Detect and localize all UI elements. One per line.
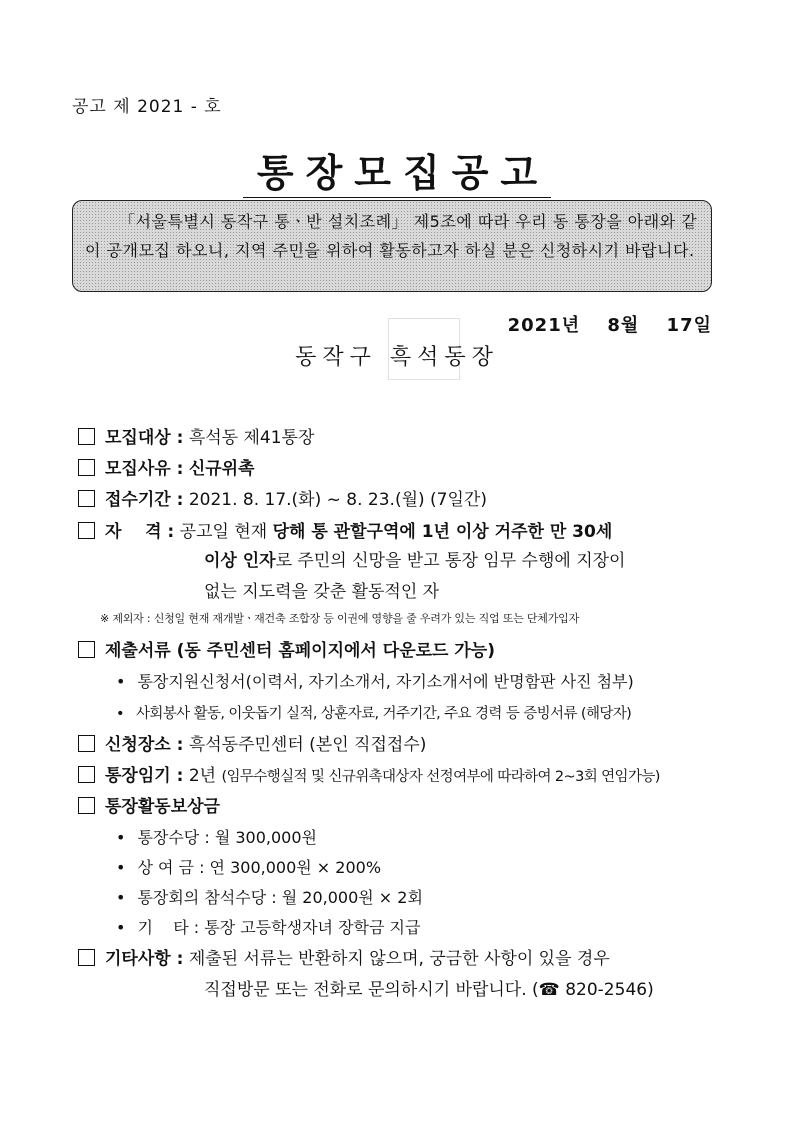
item-reason-label: 모집사유 : xyxy=(105,459,184,479)
item-qual-bold1: 당해 통 관할구역에 1년 이상 거주한 만 30세 xyxy=(272,522,613,542)
docs-2-text: 사회봉사 활동, 이웃돕기 실적, 상훈자료, 거주기간, 주요 경력 등 증빙서류 (해당자) xyxy=(135,706,632,722)
bullet-icon: • xyxy=(116,672,126,691)
checkbox-icon xyxy=(78,428,95,445)
checkbox-icon xyxy=(78,949,95,966)
checkbox-icon xyxy=(78,490,95,507)
comp-1-text: 통장수당 : 월 300,000원 xyxy=(137,828,317,847)
item-qual-text1: 공고일 현재 xyxy=(179,522,273,542)
bullet-icon: • xyxy=(116,706,124,722)
page-title xyxy=(0,142,794,197)
item-term-value: 2년 xyxy=(188,766,217,786)
checkbox-icon xyxy=(78,797,95,814)
intro-box: 「서울특별시 동작구 통ㆍ반 설치조례」 제5조에 따라 우리 동 통장을 아래와 같이 공개모집 하오니, 지역 주민을 위하여 활동하고자 하실 분은 신청하시기 바랍니다. xyxy=(72,200,712,292)
comp-3-text: 통장회의 참석수당 : 월 20,000원 × 2회 xyxy=(137,888,423,907)
item-reason xyxy=(78,455,255,483)
comp-bullet-1 xyxy=(116,824,317,852)
comp-bullet-4 xyxy=(116,914,420,942)
item-place xyxy=(78,731,426,759)
item-place-value: 흑석동주민센터 (본인 직접접수) xyxy=(188,735,427,755)
checkbox-icon xyxy=(78,522,95,539)
item-target-value: 흑석동 제41통장 xyxy=(188,428,315,448)
checkbox-icon xyxy=(78,766,95,783)
checkbox-icon xyxy=(78,459,95,476)
bullet-icon: • xyxy=(116,828,126,847)
checkbox-icon xyxy=(78,735,95,752)
item-etc-line2: 직접방문 또는 전화로 문의하시기 바랍니다. (☎ 820-2546) xyxy=(204,980,654,1000)
page-title-text: 통장모집공고 xyxy=(243,151,551,201)
exclusion-note: ※ 제외자 : 신청일 현재 재개발ㆍ재건축 조합장 등 이권에 영향을 줄 우려가 있는 직업 또는 단체가입자 xyxy=(100,612,580,625)
item-qual-line2 xyxy=(204,547,625,575)
item-qual-line3: 없는 지도력을 갖춘 활동적인 자 xyxy=(204,582,440,602)
item-qual-text2: 로 주민의 신망을 받고 통장 임무 수행에 지장이 xyxy=(275,551,626,571)
comp-bullet-2 xyxy=(116,854,381,882)
item-docs-label: 제출서류 (동 주민센터 홈페이지에서 다운로드 가능) xyxy=(105,641,495,661)
notice-number: 공고 제 2021 - 호 xyxy=(72,97,222,117)
item-reason-value: 신규위촉 xyxy=(188,459,255,479)
bullet-icon: • xyxy=(116,888,126,907)
item-term-label: 통장임기 : xyxy=(105,766,184,786)
checkbox-icon xyxy=(78,641,95,658)
comp-2-text: 상 여 금 : 연 300,000원 × 200% xyxy=(137,858,382,877)
item-etc-text1: 제출된 서류는 반환하지 않으며, 궁금한 사항이 있을 경우 xyxy=(188,949,610,969)
organization-name: 동작구 흑석동장 xyxy=(295,345,499,370)
item-term xyxy=(78,762,660,791)
docs-bullet-1 xyxy=(116,668,634,696)
item-qual-bold2: 이상 인자 xyxy=(204,551,276,571)
item-compensation xyxy=(78,793,220,821)
item-target-label: 모집대상 : xyxy=(105,428,184,448)
item-qualification xyxy=(78,518,612,546)
item-place-label: 신청장소 : xyxy=(105,735,184,755)
item-qual-label: 자 격 : xyxy=(105,522,175,542)
item-comp-label: 통장활동보상금 xyxy=(105,797,220,817)
comp-4-text: 기 타 : 통장 고등학생자녀 장학금 지급 xyxy=(137,918,421,937)
item-etc xyxy=(78,945,610,973)
bullet-icon: • xyxy=(116,918,126,937)
docs-bullet-2 xyxy=(116,700,631,728)
item-period-value: 2021. 8. 17.(화) ~ 8. 23.(월) (7일간) xyxy=(188,490,487,510)
bullet-icon: • xyxy=(116,858,126,877)
item-period-label: 접수기간 : xyxy=(105,490,184,510)
docs-1-text: 통장지원신청서(이력서, 자기소개서, 자기소개서에 반명함판 사진 첨부) xyxy=(137,672,634,691)
item-target xyxy=(78,424,314,452)
item-etc-label: 기타사항 : xyxy=(105,949,184,969)
comp-bullet-3 xyxy=(116,884,423,912)
notice-date: 2021년 8월 17일 xyxy=(507,315,712,336)
item-period xyxy=(78,486,487,514)
item-term-note: (임무수행실적 및 신규위촉대상자 선정여부에 따라하여 2~3회 연임가능) xyxy=(221,769,660,785)
item-documents xyxy=(78,637,495,665)
